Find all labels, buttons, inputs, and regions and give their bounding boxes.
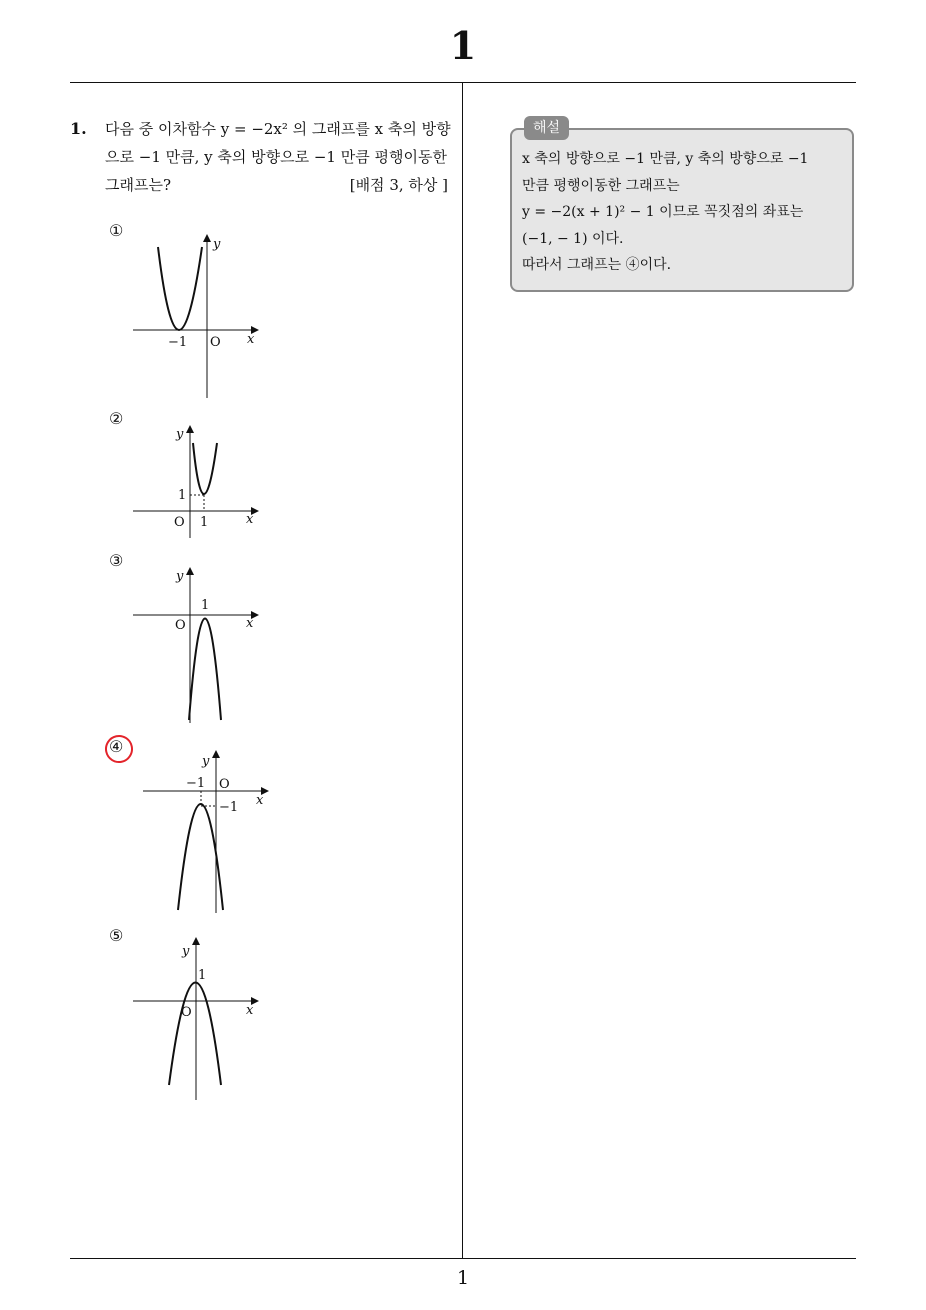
y-label: y <box>202 754 210 769</box>
tick-label: 1 <box>201 598 210 613</box>
header-rule <box>70 82 856 83</box>
origin-label: O <box>219 777 230 792</box>
option-2-mark[interactable]: ② <box>109 409 124 428</box>
tick-label: −1 <box>168 335 188 350</box>
tick-y-label: −1 <box>219 800 239 815</box>
tick-y-label: 1 <box>178 488 187 503</box>
option-2-graph <box>120 420 270 545</box>
option-3-graph <box>120 565 270 730</box>
solution-line: (−1, − 1) 이다. <box>522 230 624 247</box>
tick-x-label: 1 <box>200 515 209 530</box>
origin-label: O <box>210 335 221 350</box>
y-label: y <box>182 944 190 959</box>
page-number: 1 <box>456 1267 470 1289</box>
question-line: 으로 −1 만큼, y 축의 방향으로 −1 만큼 평행이동한 <box>105 148 447 166</box>
parabola <box>193 443 217 494</box>
option-4-graph <box>130 748 280 918</box>
column-divider <box>462 82 463 1258</box>
origin-label: O <box>174 515 185 530</box>
option-5-graph <box>120 935 270 1105</box>
x-label: x <box>246 512 254 527</box>
parabola <box>189 619 221 721</box>
question-line: 그래프는? <box>105 176 172 194</box>
y-label: y <box>176 427 184 442</box>
question-line: 다음 중 이차함수 y = −2x² 의 그래프를 x 축의 방향 <box>105 120 451 138</box>
option-4-mark[interactable]: ④ <box>109 737 124 756</box>
solution-tag: 해설 <box>524 116 569 140</box>
origin-label: O <box>175 618 186 633</box>
x-label: x <box>246 1003 254 1018</box>
solution-line: 만큼 평행이동한 그래프는 <box>522 177 680 194</box>
solution-text <box>522 146 846 279</box>
x-label: x <box>256 793 264 808</box>
origin-label: O <box>181 1005 192 1020</box>
x-label: x <box>246 616 254 631</box>
option-5-mark[interactable]: ⑤ <box>109 926 124 945</box>
tick-x-label: −1 <box>186 776 206 791</box>
page-title: 1 <box>449 23 477 68</box>
y-label: y <box>176 569 184 584</box>
option-1-mark[interactable]: ① <box>109 221 124 240</box>
option-3-mark[interactable]: ③ <box>109 551 124 570</box>
solution-line: x 축의 방향으로 −1 만큼, y 축의 방향으로 −1 <box>522 151 809 167</box>
tick-label: 1 <box>198 968 207 983</box>
parabola <box>158 247 202 330</box>
question-meta: [배점 3, 하상 ] <box>349 176 448 194</box>
parabola <box>169 983 221 1086</box>
solution-line: 따라서 그래프는 ④이다. <box>522 257 672 273</box>
x-label: x <box>247 332 255 347</box>
question-number: 1. <box>70 119 87 138</box>
footer-rule <box>70 1258 856 1259</box>
y-label: y <box>213 237 221 252</box>
option-1-graph <box>120 225 270 405</box>
solution-line: y = −2(x + 1)² − 1 이므로 꼭짓점의 좌표는 <box>522 204 804 220</box>
